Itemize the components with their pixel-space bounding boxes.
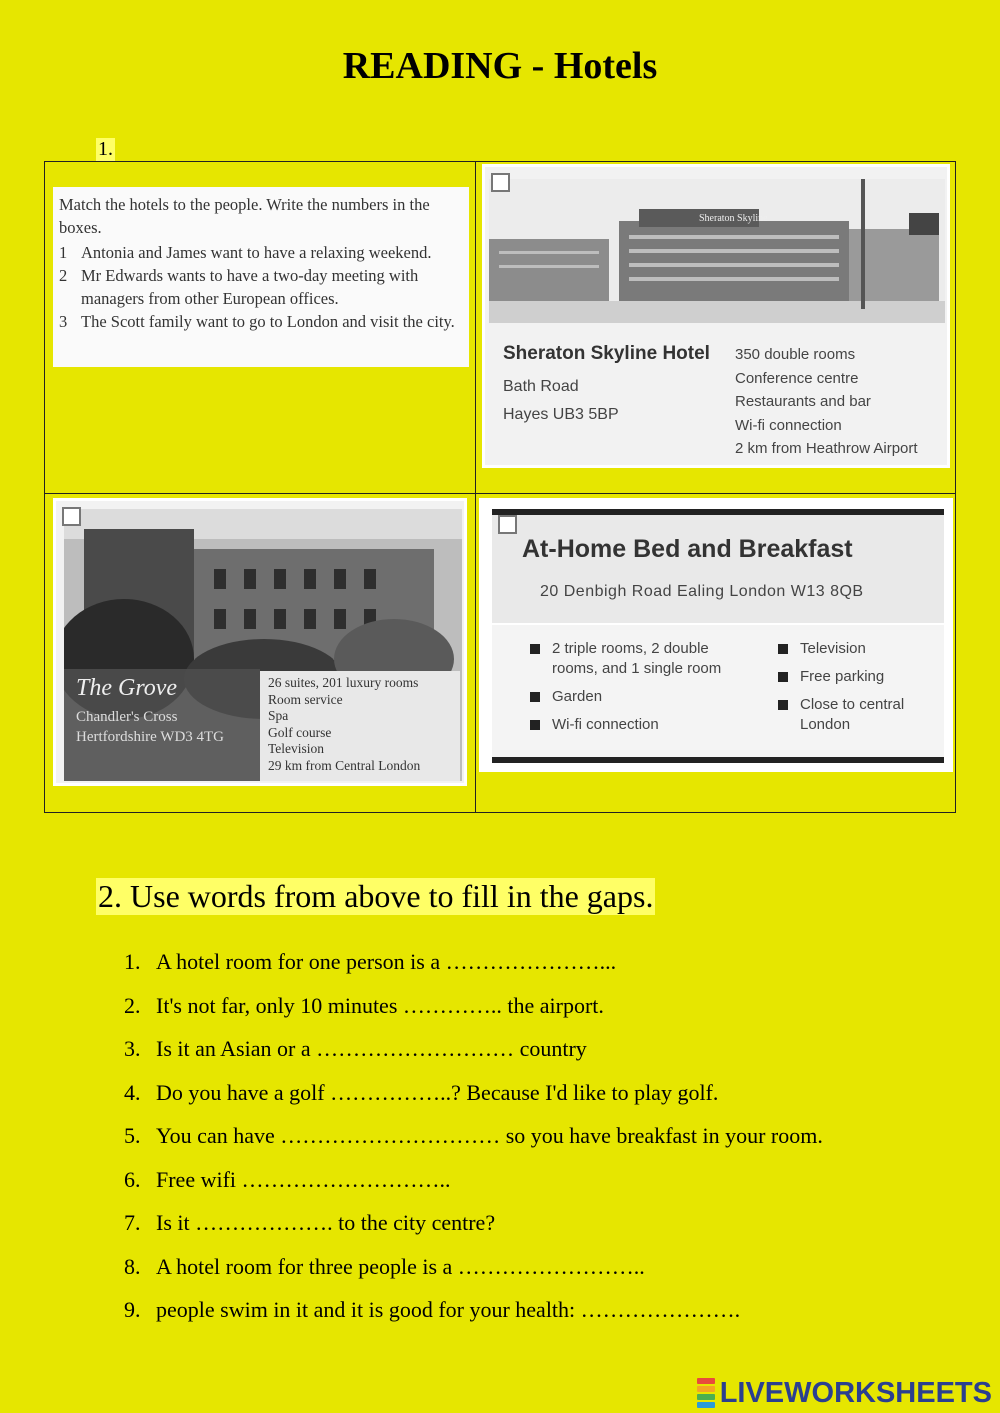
liveworksheets-logo	[697, 1376, 992, 1410]
feature-item: Free parking	[776, 667, 936, 687]
list-item: 3. Is it an Asian or a ……………………… country	[124, 1036, 587, 1061]
logo-text: LIVEWORKSHEETS	[719, 1376, 992, 1409]
hotel-card-sheraton	[482, 164, 950, 468]
person-item: 3 The Scott family want to go to London and visit the city.	[59, 312, 455, 331]
answer-box-grove[interactable]	[62, 507, 81, 526]
table-divider-vertical	[475, 162, 476, 812]
feature-item: Television	[776, 639, 936, 659]
sheraton-name: Sheraton Skyline Hotel	[503, 343, 710, 364]
grove-features: 26 suites, 201 luxury rooms Room service Spa Golf course Television 29 km from Central London	[260, 671, 460, 781]
instruction-card	[53, 187, 469, 367]
instruction-heading: Match the hotels to the people. Write the numbers in the boxes.	[59, 195, 430, 237]
athome-bottom-bar	[492, 757, 944, 763]
grove-address: Chandler's Cross Hertfordshire WD3 4TG	[76, 709, 225, 745]
list-item: 9. people swim in it and it is good for your health: ………………….	[124, 1297, 741, 1322]
athome-features-right	[776, 639, 936, 743]
list-item: 4. Do you have a golf ……………..? Because I'd like to play golf.	[124, 1079, 719, 1105]
logo-badge-icon	[697, 1378, 717, 1408]
hotel-card-athome	[479, 498, 953, 772]
grove-name: The Grove	[76, 675, 178, 701]
section-1-number: 1.	[98, 138, 113, 160]
athome-address: 20 Denbigh Road Ealing London W13 8QB	[540, 583, 864, 600]
section-2-heading: 2. Use words from above to fill in the gaps.	[98, 878, 654, 914]
list-item: 6. Free wifi ………………………..	[124, 1166, 451, 1192]
hotel-card-grove	[53, 498, 467, 786]
feature-item: Garden	[528, 687, 738, 707]
answer-box-sheraton[interactable]	[491, 173, 510, 192]
feature-item: Wi-fi connection	[528, 715, 738, 735]
feature-item: 2 triple rooms, 2 double rooms, and 1 single room	[528, 639, 738, 679]
list-item: 1. A hotel room for one person is a …………………...	[124, 949, 617, 974]
list-item: 8. A hotel room for three people is a ……………………..	[124, 1253, 645, 1279]
gap-fill-list	[124, 940, 884, 1332]
feature-item: Close to central London	[776, 695, 936, 735]
athome-features-left	[528, 639, 738, 743]
person-item: 1 Antonia and James want to have a relaxing weekend.	[59, 243, 432, 262]
sheraton-features: 350 double rooms Conference centre Restaurants and bar Wi-fi connection 2 km from Heathrow Airport	[735, 346, 918, 457]
svg-text:Sheraton Skyline: Sheraton Skyline	[699, 213, 768, 224]
list-item: 2. It's not far, only 10 minutes ………….. the airport.	[124, 992, 604, 1018]
answer-box-athome[interactable]	[498, 515, 517, 534]
hotel-matching-table	[44, 161, 956, 813]
page-title: READING - Hotels	[342, 45, 658, 87]
athome-name: At-Home Bed and Breakfast	[522, 535, 853, 563]
table-divider-horizontal	[45, 493, 955, 494]
sheraton-photo	[489, 179, 945, 323]
list-item: 7. Is it ………………. to the city centre?	[124, 1210, 496, 1235]
sheraton-address: Bath Road Hayes UB3 5BP	[503, 378, 619, 423]
athome-header	[492, 515, 944, 623]
person-item: 2 Mr Edwards wants to have a two-day meeting with managers from other European offices.	[59, 266, 419, 308]
list-item: 5. You can have ………………………… so you have breakfast in your room.	[124, 1123, 823, 1148]
